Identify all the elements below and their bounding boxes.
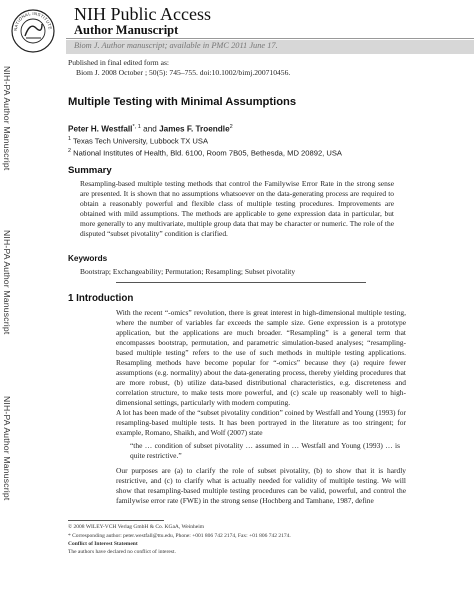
manuscript-page: NATIONAL INSTITUTE NIH Public Access Author Manuscript Biom J. Author manuscript; available in PMC 2011 June 17. NIH-PA Author Manuscript NIH-PA Author Manuscript NIH-PA Author Manuscript Published in final edited form as: Biom J. 2008 October ; 50(5): 745–755. doi:10.1002/bimj.200710456. Multiple Testing with Minimal Assumptions Peter H. Westfall$^{*, 1}$ and James F. Troendle$^2$ $^1$ Texas Tech University, Lubbock TX USA $^2$ National Institutes of Health, Bld. 6100, Room 7B05, Bethesda, MD 20892, USA Summary Resampling-based multiple testing methods that control the Familywise Error Rate in the strong sense are presented. It is shown that no assumptions whatsoever on the data-generating process are required to obtain a reasonably powerful and flexible class of multiple testing procedures. Improvements are obtained with mild assumptions. The methods are applicable to gene expression data in particular, but more generally to any multivariate, multiple group data that may be character or numeric. The role of the disputed “subset pivotality” condition is clarified. Keywords Bootstrap; Exchangeability; Permutation; Resampling; Subset pivotality 1 Introduction With the recent “-omics” revolution, there is great interest in high-dimensional multiple testing, where the number of variables far exceeds the sample size. Gene expression is a prototype application, but the applications are much broader. “Resampling” is a general term that encompasses bootstrap, permutation, and parametric simulation-based analyses; “resampling-based multiple testing” refers to the use of such methods in multiple testing applications. Resampling methods have become popular for “-omics” because they (a) require fewer assumptions (e.g. normality) about the data-generating process, thereby yielding procedures that are more robust, (b) utilize data-based distributional characteristics, e.g. discreteness and correlation structure, to make tests more powerful, and (c) scale up reasonably well to high-dimensional settings, particularly with modern computing. A lot has been made of the “subset pivotality condition” coined by Westfall and Young (1993) for resampling-based multiple tests. It has been portrayed in the literature as too stringent; for example, Romano, Shaikh, and Wolf (2007) state “the … condition of subset pivotality … assumed in … Westfall and Young (1993) … is quite restrictive.” Our purposes are (a) to clarify the role of subset pivotality, (b) to show that it is hardly restrictive, and (c) to clarify what is actually needed for validity of multiple testing. We will show that resampling-based multiple testing procedures can be valid, powerful, and control the familywise error rate (FWE) in the strong sense (Hochberg and Tamhane, 1987, define © 2008 WILEY-VCH Verlag GmbH & Co. KGaA, Weinheim * Corresponding author: peter.westfall@ttu.edu, Phone: +001 806 742 2174, Fax: +01 806 742 2174. Conflict of Interest Statement The authors have declared no conflict of interest. [0,0,474,613]
footnote-rule [68,520,164,521]
intro-paragraph-3: Our purposes are (a) to clarify the role of subset pivotality, (b) to show that it is hardly restrictive, and (c) to clarify what is actually needed for validity of multiple testing. We will show that resampling-based multiple testing procedures can be valid, powerful, and control the familywise error rate (FWE) in the strong sense (Hochberg and Tamhane, 1987, define [116,466,406,505]
author-and: and [140,124,160,134]
nih-header [0,0,474,56]
author-2: James F. Troendle [159,124,230,134]
copyright-note: © 2008 WILEY-VCH Verlag GmbH & Co. KGaA, Weinheim [68,524,205,530]
affiliation-2: $^2$ National Institutes of Health, Bld. 6100, Room 7B05, Bethesda, MD 20892, USA [68,148,342,158]
coi-heading: Conflict of Interest Statement [68,541,138,547]
author-manuscript-label: Author Manuscript [74,23,179,37]
header-rule [66,38,474,39]
publication-info [68,58,290,78]
coi-text: The authors have declared no conflict of interest. [68,549,176,555]
introduction-heading: 1 Introduction [68,293,134,304]
availability-text: Biom J. Author manuscript; available in PMC 2011 June 17. [74,41,278,50]
corresponding-author-note: * Corresponding author: peter.westfall@ttu.edu, Phone: +001 806 742 2174, Fax: +01 806 742 2174. [68,533,291,539]
author-1: Peter H. Westfall [68,124,133,134]
author-1-sup: *, 1 [132,124,141,130]
published-line: Published in final edited form as: [68,58,170,67]
keywords-heading: Keywords [68,254,108,263]
keywords-rule [116,282,366,283]
article-title: Multiple Testing with Minimal Assumptions [68,96,297,108]
summary-heading: Summary [68,165,112,176]
nih-public-access-title: NIH Public Access [74,4,211,24]
summary-text: Resampling-based multiple testing methods that control the Familywise Error Rate in the strong sense are presented. It is shown that no assumptions whatsoever on the data-generating process are required to obtain a reasonably powerful and flexible class of multiple testing procedures. Improvements are obtained with mild assumptions. The methods are applicable to gene expression data in particular, but more generally to any multivariate, multiple group data that may be character or numeric. The role of the disputed “subset pivotality” condition is clarified. [80,179,394,238]
keywords-text: Bootstrap; Exchangeability; Permutation; Resampling; Subset pivotality [80,267,296,276]
logo-text: NATIONAL INSTITUTE [12,10,53,32]
nih-logo [8,4,58,54]
availability-band [66,40,474,54]
author-2-sup: 2 [229,124,233,130]
intro-quote: “the … condition of subset pivotality … assumed in … Westfall and Young (1993) … is quite restrictive.” [130,441,400,460]
intro-paragraph-1: With the recent “-omics” revolution, there is great interest in high-dimensional multiple testing, where the number of variables far exceeds the sample size. Gene expression is a prototype application, but the applications are much broader. “Resampling” is a general term that encompasses bootstrap, permutation, and parametric simulation-based analyses; “resampling-based multiple testing” refers to the use of such methods in multiple testing applications. Resampling methods have become popular for “-omics” because they (a) require fewer assumptions (e.g. normality) about the data-generating process, thereby yielding procedures that are more robust, (b) utilize data-based distributional characteristics, e.g. discreteness and correlation structure, to make tests more powerful, and (c) scale up reasonably well to high-dimensional settings, particularly with modern computing. [116,308,406,407]
affiliation-1: $^1$ Texas Tech University, Lubbock TX USA [68,136,209,146]
citation: Biom J. 2008 October ; 50(5): 745–755. doi:10.1002/bimj.200710456. [76,68,291,77]
intro-paragraph-2: A lot has been made of the “subset pivotality condition” coined by Westfall and Young (1993) for resampling-based multiple tests. It has been portrayed in the literature as too stringent; for example, Romano, Shaikh, and Wolf (2007) state [116,408,406,437]
author-line [68,124,233,134]
